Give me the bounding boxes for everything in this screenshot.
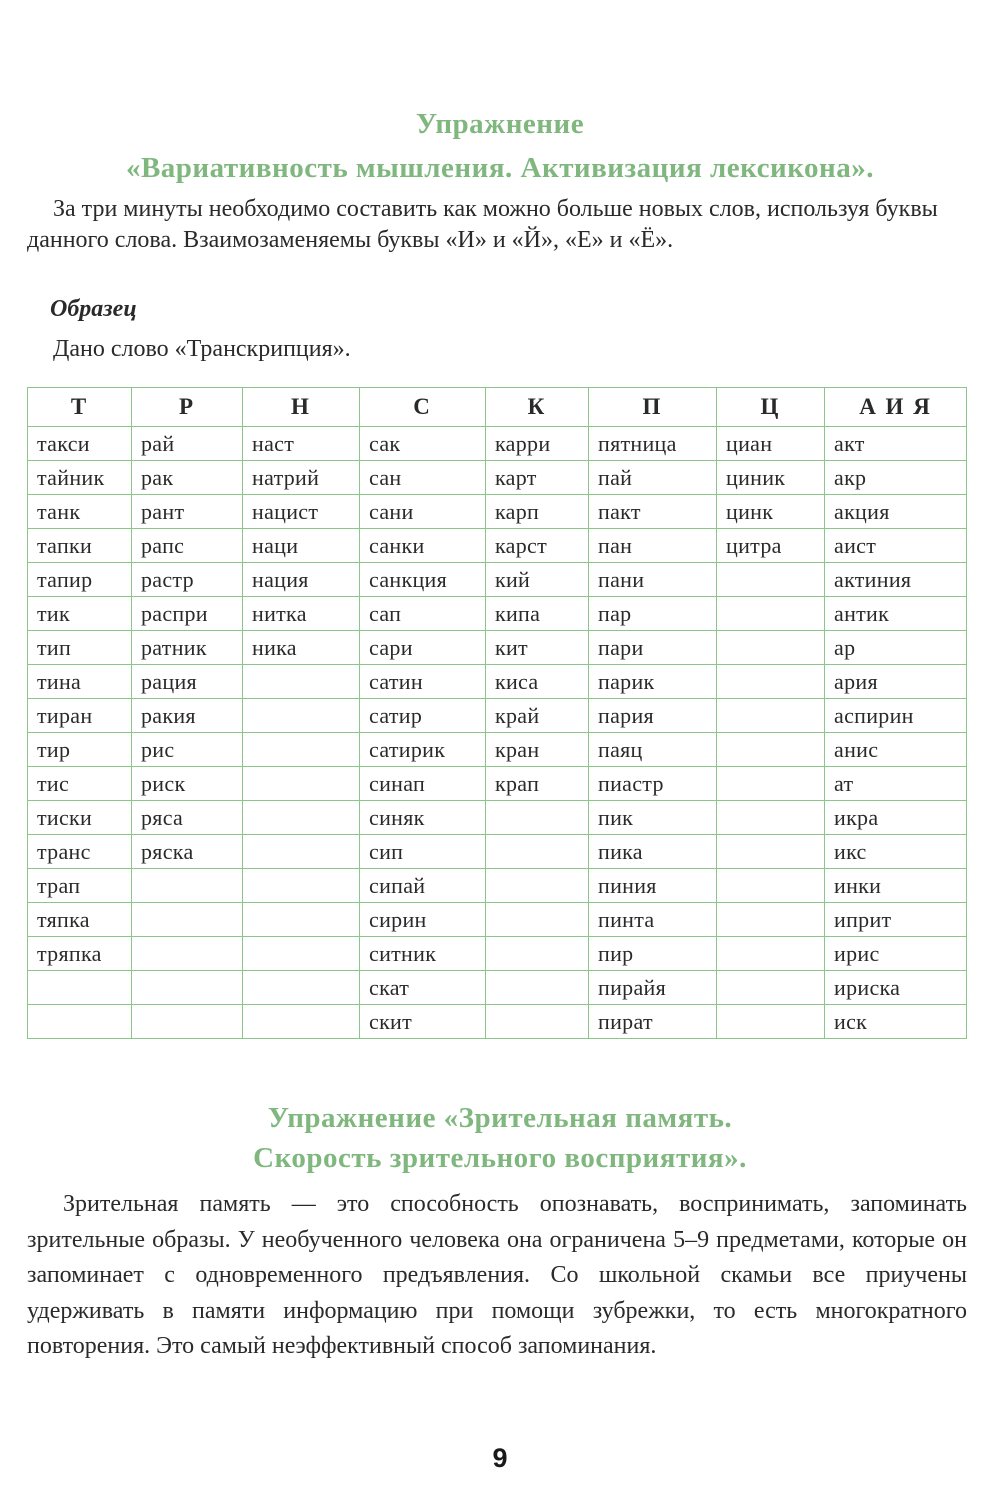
table-cell: пятница — [589, 427, 717, 461]
column-header: К — [486, 388, 589, 427]
table-cell — [486, 971, 589, 1005]
table-row — [28, 767, 967, 801]
table-cell: сари — [360, 631, 486, 665]
table-cell: иск — [825, 1005, 967, 1039]
table-cell: тис — [28, 767, 132, 801]
table-cell: тапки — [28, 529, 132, 563]
table-row — [28, 529, 967, 563]
table-cell — [717, 835, 825, 869]
table-cell: нацист — [243, 495, 360, 529]
table-row — [28, 495, 967, 529]
table-row — [28, 835, 967, 869]
table-cell: паяц — [589, 733, 717, 767]
table-cell: натрий — [243, 461, 360, 495]
table-cell: карт — [486, 461, 589, 495]
table-cell: пари — [589, 631, 717, 665]
table-cell: растр — [132, 563, 243, 597]
table-cell: сани — [360, 495, 486, 529]
table-cell — [243, 801, 360, 835]
table-cell: ириска — [825, 971, 967, 1005]
exercise-instruction — [27, 194, 967, 256]
table-cell — [132, 869, 243, 903]
table-cell — [243, 767, 360, 801]
column-header: С — [360, 388, 486, 427]
table-cell: наст — [243, 427, 360, 461]
table-cell: пар — [589, 597, 717, 631]
table-cell: рак — [132, 461, 243, 495]
table-cell: иприт — [825, 903, 967, 937]
table-cell: распри — [132, 597, 243, 631]
table-cell: такси — [28, 427, 132, 461]
table-cell: тиран — [28, 699, 132, 733]
table-cell — [717, 597, 825, 631]
table-cell: синап — [360, 767, 486, 801]
table-cell: сип — [360, 835, 486, 869]
page-number: 9 — [492, 1443, 508, 1473]
table-cell: рация — [132, 665, 243, 699]
table-cell: край — [486, 699, 589, 733]
table-cell: карп — [486, 495, 589, 529]
table-body — [28, 427, 967, 1039]
table-cell: санки — [360, 529, 486, 563]
sample-given-word: Дано слово «Транскрипция». — [53, 336, 351, 362]
table-cell — [717, 563, 825, 597]
table-cell: антик — [825, 597, 967, 631]
table-cell: икс — [825, 835, 967, 869]
table-cell: пик — [589, 801, 717, 835]
table-cell: икра — [825, 801, 967, 835]
table-cell: сатир — [360, 699, 486, 733]
table-cell — [243, 937, 360, 971]
table-cell: карст — [486, 529, 589, 563]
table-cell — [243, 835, 360, 869]
table-cell — [717, 971, 825, 1005]
table-row — [28, 1005, 967, 1039]
table-cell — [486, 835, 589, 869]
table-cell: ратник — [132, 631, 243, 665]
table-cell — [486, 869, 589, 903]
table-cell: аист — [825, 529, 967, 563]
table-cell: крап — [486, 767, 589, 801]
table-cell: пани — [589, 563, 717, 597]
table-cell: пария — [589, 699, 717, 733]
exercise-subtitle: «Вариативность мышления. Активизация лексикона». — [125, 152, 875, 184]
table-cell: транс — [28, 835, 132, 869]
table-cell — [717, 665, 825, 699]
table-row — [28, 869, 967, 903]
table-cell: пиастр — [589, 767, 717, 801]
table-cell: наци — [243, 529, 360, 563]
table-cell: синяк — [360, 801, 486, 835]
table-row — [28, 461, 967, 495]
table-cell — [243, 1005, 360, 1039]
table-cell — [243, 903, 360, 937]
table-cell — [243, 733, 360, 767]
table-cell — [243, 665, 360, 699]
table-cell: кран — [486, 733, 589, 767]
table-row — [28, 699, 967, 733]
table-cell: тапир — [28, 563, 132, 597]
table-cell: ряса — [132, 801, 243, 835]
table-cell — [486, 937, 589, 971]
word-table — [27, 387, 967, 1039]
table-cell: циан — [717, 427, 825, 461]
table-cell: тайник — [28, 461, 132, 495]
table-cell: парик — [589, 665, 717, 699]
table-cell — [132, 1005, 243, 1039]
table-cell: ирис — [825, 937, 967, 971]
table-cell: риск — [132, 767, 243, 801]
table-cell: ария — [825, 665, 967, 699]
table-cell: скит — [360, 1005, 486, 1039]
column-header: Ц — [717, 388, 825, 427]
exercise2-title: Упражнение «Зрительная память. — [267, 1102, 733, 1134]
table-cell: сирин — [360, 903, 486, 937]
table-row — [28, 631, 967, 665]
table-row — [28, 665, 967, 699]
table-cell: тик — [28, 597, 132, 631]
table-cell — [243, 971, 360, 1005]
table-cell: рис — [132, 733, 243, 767]
table-cell — [486, 1005, 589, 1039]
column-header: П — [589, 388, 717, 427]
table-row — [28, 597, 967, 631]
column-header: Р — [132, 388, 243, 427]
table-cell: трап — [28, 869, 132, 903]
table-cell — [717, 869, 825, 903]
table-cell: циник — [717, 461, 825, 495]
table-cell — [717, 937, 825, 971]
table-cell: карри — [486, 427, 589, 461]
table-cell: инки — [825, 869, 967, 903]
table-cell: рапс — [132, 529, 243, 563]
table-cell: сатирик — [360, 733, 486, 767]
table-cell: ракия — [132, 699, 243, 733]
exercise2-subtitle: Скорость зрительного восприятия». — [253, 1142, 747, 1174]
table-cell — [717, 767, 825, 801]
table-cell: пиния — [589, 869, 717, 903]
table-cell: пирайя — [589, 971, 717, 1005]
table-cell — [717, 631, 825, 665]
table-cell — [486, 801, 589, 835]
table-cell: тряпка — [28, 937, 132, 971]
table-cell: рай — [132, 427, 243, 461]
table-cell: сан — [360, 461, 486, 495]
table-row — [28, 937, 967, 971]
table-cell — [132, 903, 243, 937]
table-cell: ар — [825, 631, 967, 665]
column-header: Н — [243, 388, 360, 427]
table-cell: анис — [825, 733, 967, 767]
table-cell — [132, 971, 243, 1005]
table-row — [28, 971, 967, 1005]
table-cell: ат — [825, 767, 967, 801]
table-cell: пинта — [589, 903, 717, 937]
table-cell — [28, 1005, 132, 1039]
table-cell: скат — [360, 971, 486, 1005]
table-cell: цинк — [717, 495, 825, 529]
table-cell: санкция — [360, 563, 486, 597]
table-row — [28, 801, 967, 835]
table-cell: сак — [360, 427, 486, 461]
exercise2-paragraph: Зрительная память — это способность опознавать, воспринимать, запоминать зрительные образы. У необученного человека она ограничена 5–9 предметами, которые он запоминает с одновременного предъявления. Со школьной скамьи все приучены удерживать в памяти информацию при помощи зубрежки, то есть многократного повторения. Это самый неэффективный способ запоминания. — [27, 1191, 967, 1359]
table-row — [28, 427, 967, 461]
table-cell — [717, 801, 825, 835]
table-cell: киса — [486, 665, 589, 699]
table-cell: пика — [589, 835, 717, 869]
table-cell: пир — [589, 937, 717, 971]
exercise-title: Упражнение — [415, 108, 585, 140]
table-cell: ряска — [132, 835, 243, 869]
table-cell: тир — [28, 733, 132, 767]
column-header: Т — [28, 388, 132, 427]
table-cell: акт — [825, 427, 967, 461]
table-cell — [28, 971, 132, 1005]
table-cell: аспирин — [825, 699, 967, 733]
table-cell: пай — [589, 461, 717, 495]
table-cell: акция — [825, 495, 967, 529]
table-header-row — [28, 388, 967, 427]
table-row — [28, 903, 967, 937]
table-cell — [486, 903, 589, 937]
table-cell: рант — [132, 495, 243, 529]
table-cell — [717, 903, 825, 937]
table-cell: сап — [360, 597, 486, 631]
table-cell: пан — [589, 529, 717, 563]
table-cell — [717, 733, 825, 767]
table-cell: ника — [243, 631, 360, 665]
table-cell: тиски — [28, 801, 132, 835]
table-cell — [717, 1005, 825, 1039]
exercise2-text — [27, 1187, 967, 1365]
table-cell: акр — [825, 461, 967, 495]
column-header: А И Я — [825, 388, 967, 427]
sample-label: Образец — [50, 296, 137, 322]
table-cell: пакт — [589, 495, 717, 529]
table-cell — [243, 699, 360, 733]
table-cell: кипа — [486, 597, 589, 631]
table-cell: танк — [28, 495, 132, 529]
table-cell — [717, 699, 825, 733]
table-cell: кий — [486, 563, 589, 597]
table-cell: тина — [28, 665, 132, 699]
table-cell: нитка — [243, 597, 360, 631]
table-cell: нация — [243, 563, 360, 597]
table-cell: ситник — [360, 937, 486, 971]
table-cell: кит — [486, 631, 589, 665]
table-cell: пират — [589, 1005, 717, 1039]
table-cell: тяпка — [28, 903, 132, 937]
table-cell — [132, 937, 243, 971]
table-cell: актиния — [825, 563, 967, 597]
table-cell — [243, 869, 360, 903]
table-row — [28, 733, 967, 767]
table-cell: сатин — [360, 665, 486, 699]
table-cell: сипай — [360, 869, 486, 903]
table-cell: тип — [28, 631, 132, 665]
instruction-text: За три минуты необходимо составить как можно больше новых слов, используя буквы данного слова. Взаимозаменяемы буквы «И» и «Й», «Е» и «Ё». — [27, 196, 938, 253]
table-row — [28, 563, 967, 597]
table-cell: цитра — [717, 529, 825, 563]
